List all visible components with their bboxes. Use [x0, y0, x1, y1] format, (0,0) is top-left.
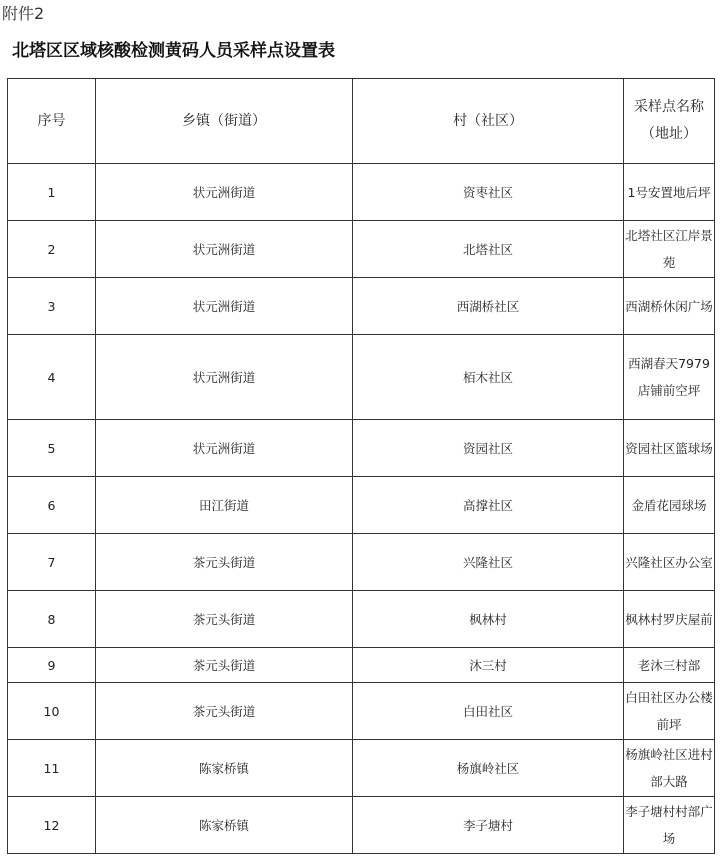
row-village: 栢木社区 [353, 335, 624, 420]
row-site: 兴隆社区办公室 [624, 534, 715, 591]
row-no: 9 [8, 648, 96, 683]
row-village: 资枣社区 [353, 164, 624, 221]
row-town: 状元洲街道 [96, 420, 353, 477]
row-site: 枫林村罗庆屋前 [624, 591, 715, 648]
row-site: 北塔社区江岸景苑 [624, 221, 715, 278]
row-town: 茶元头街道 [96, 534, 353, 591]
row-village: 高撑社区 [353, 477, 624, 534]
table-row [8, 164, 715, 221]
row-town: 状元洲街道 [96, 164, 353, 221]
header-site: 采样点名称（地址） [624, 79, 715, 164]
row-village: 白田社区 [353, 683, 624, 740]
row-town: 状元洲街道 [96, 278, 353, 335]
row-site: 金盾花园球场 [624, 477, 715, 534]
table-row [8, 591, 715, 648]
header-no: 序号 [8, 79, 96, 164]
row-site: 西湖桥休闲广场 [624, 278, 715, 335]
table-row [8, 534, 715, 591]
row-town: 陈家桥镇 [96, 740, 353, 797]
row-no: 1 [8, 164, 96, 221]
row-town: 状元洲街道 [96, 221, 353, 278]
table-row [8, 740, 715, 797]
row-town: 茶元头街道 [96, 591, 353, 648]
table-row [8, 420, 715, 477]
table-row [8, 648, 715, 683]
row-town: 陈家桥镇 [96, 797, 353, 854]
row-site: 老沐三村部 [624, 648, 715, 683]
row-village: 北塔社区 [353, 221, 624, 278]
page-title: 北塔区区域核酸检测黄码人员采样点设置表 [12, 41, 335, 61]
row-no: 12 [8, 797, 96, 854]
row-site: 1号安置地后坪 [624, 164, 715, 221]
row-town: 茶元头街道 [96, 648, 353, 683]
row-no: 4 [8, 335, 96, 420]
row-site: 李子塘村村部广场 [624, 797, 715, 854]
attachment-label: 附件2 [2, 4, 45, 23]
table-row [8, 221, 715, 278]
table-row [8, 797, 715, 854]
row-village: 李子塘村 [353, 797, 624, 854]
row-no: 8 [8, 591, 96, 648]
row-no: 7 [8, 534, 96, 591]
row-town: 茶元头街道 [96, 683, 353, 740]
header-town: 乡镇（街道） [96, 79, 353, 164]
row-village: 西湖桥社区 [353, 278, 624, 335]
row-no: 2 [8, 221, 96, 278]
row-village: 枫林村 [353, 591, 624, 648]
row-no: 3 [8, 278, 96, 335]
row-village: 杨旗岭社区 [353, 740, 624, 797]
row-site: 白田社区办公楼前坪 [624, 683, 715, 740]
row-village: 资园社区 [353, 420, 624, 477]
row-site: 杨旗岭社区进村部大路 [624, 740, 715, 797]
row-no: 5 [8, 420, 96, 477]
table-header-row [8, 79, 715, 164]
row-no: 11 [8, 740, 96, 797]
row-town: 田江街道 [96, 477, 353, 534]
table-row [8, 278, 715, 335]
table-row [8, 683, 715, 740]
row-town: 状元洲街道 [96, 335, 353, 420]
header-village: 村（社区） [353, 79, 624, 164]
row-village: 沐三村 [353, 648, 624, 683]
sampling-sites-table [7, 78, 715, 854]
row-site: 资园社区篮球场 [624, 420, 715, 477]
table-row [8, 335, 715, 420]
row-village: 兴隆社区 [353, 534, 624, 591]
table-row [8, 477, 715, 534]
row-no: 6 [8, 477, 96, 534]
row-no: 10 [8, 683, 96, 740]
row-site: 西湖春天7979店铺前空坪 [624, 335, 715, 420]
